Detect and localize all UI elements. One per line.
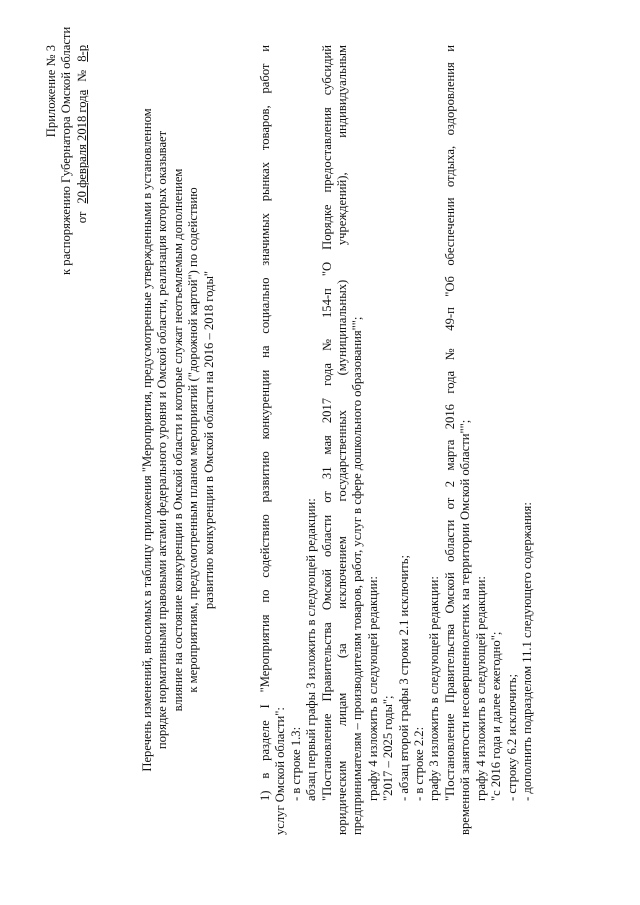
appendix-number-sign: № (74, 69, 89, 82)
title-line-2: порядке нормативными правовыми актами федерального уровня и Омской области, реализация которых оказывает (155, 130, 170, 750)
paragraph-4-line-2: юридическим лицам (за исключением государственных (муниципальных) учреждений), индивидуальным (335, 45, 350, 835)
paragraph-10-line-2: временной занятости несовершеннолетних на территории Омской области""; (458, 419, 473, 835)
paragraph-5: графу 4 изложить в следующей редакции: (365, 576, 380, 801)
paragraph-11: графу 4 изложить в следующей редакции: (473, 576, 488, 801)
appendix-date: 20 февраля 2018 года (74, 89, 89, 204)
appendix-doc-number: 8-р (74, 45, 89, 62)
paragraph-1-line-2: услуг Омской области": (273, 707, 288, 835)
paragraph-7: - абзац второй графы 3 строки 2.1 исключить; (396, 554, 411, 801)
title-line-3: влияние на состояние конкуренции в Омской области и которые служат неотъемлемым дополнением (170, 168, 185, 712)
document-body (258, 45, 535, 835)
title-line-1: Перечень изменений, вносимых в таблицу приложения "Мероприятия, предусмотренные утвержденными в установленном (140, 108, 154, 772)
title-line-4: к мероприятиям, предусмотренным планом мероприятий ("дорожной картой") по содействию (186, 187, 201, 693)
document-content (22, 26, 622, 835)
appendix-order-reference: к распоряжению Губернатора Омской области (59, 26, 74, 275)
appendix-date-row (75, 45, 90, 275)
document-title (140, 45, 217, 835)
paragraph-4-line-1: "Постановление Правительства Омской области от 31 мая 2017 года № 154-п "О Порядке предоставления субсидий (319, 45, 334, 801)
paragraph-13: - строку 6.2 исключить; (504, 674, 519, 801)
paragraph-3: абзац первый графы 3 изложить в следующей редакции: (304, 498, 319, 801)
appendix-header (44, 26, 90, 275)
paragraph-1-line-1: 1) в разделе I "Мероприятия по содействию развитию конкуренции на социально значимых рынках товаров, работ и (258, 45, 272, 801)
title-line-5: развитию конкуренции в Омской области на 2016 – 2018 годы" (201, 270, 216, 610)
paragraph-2: - в строке 1.3: (288, 726, 303, 801)
appendix-number: Приложение № 3 (44, 45, 58, 138)
appendix-ot-label: от (74, 211, 89, 224)
paragraph-14: - дополнить подразделом 11.1 следующего содержания: (519, 502, 534, 801)
paragraph-8: - в строке 2.2: (412, 726, 427, 801)
paragraph-6: "2017 – 2025 годы"; (381, 695, 396, 801)
paragraph-12: "с 2016 года и далее ежегодно"; (489, 631, 504, 801)
paragraph-10-line-1: "Постановление Правительства Омской области от 2 марта 2016 года № 49-п "Об обеспечении отдыха, оздоровления и (442, 45, 457, 801)
paragraph-4-line-3: предпринимателям – производителям товаров, работ, услуг в сфере дошкольного образования""; (350, 316, 365, 835)
paragraph-9: графу 3 изложить в следующей редакции: (427, 576, 442, 801)
